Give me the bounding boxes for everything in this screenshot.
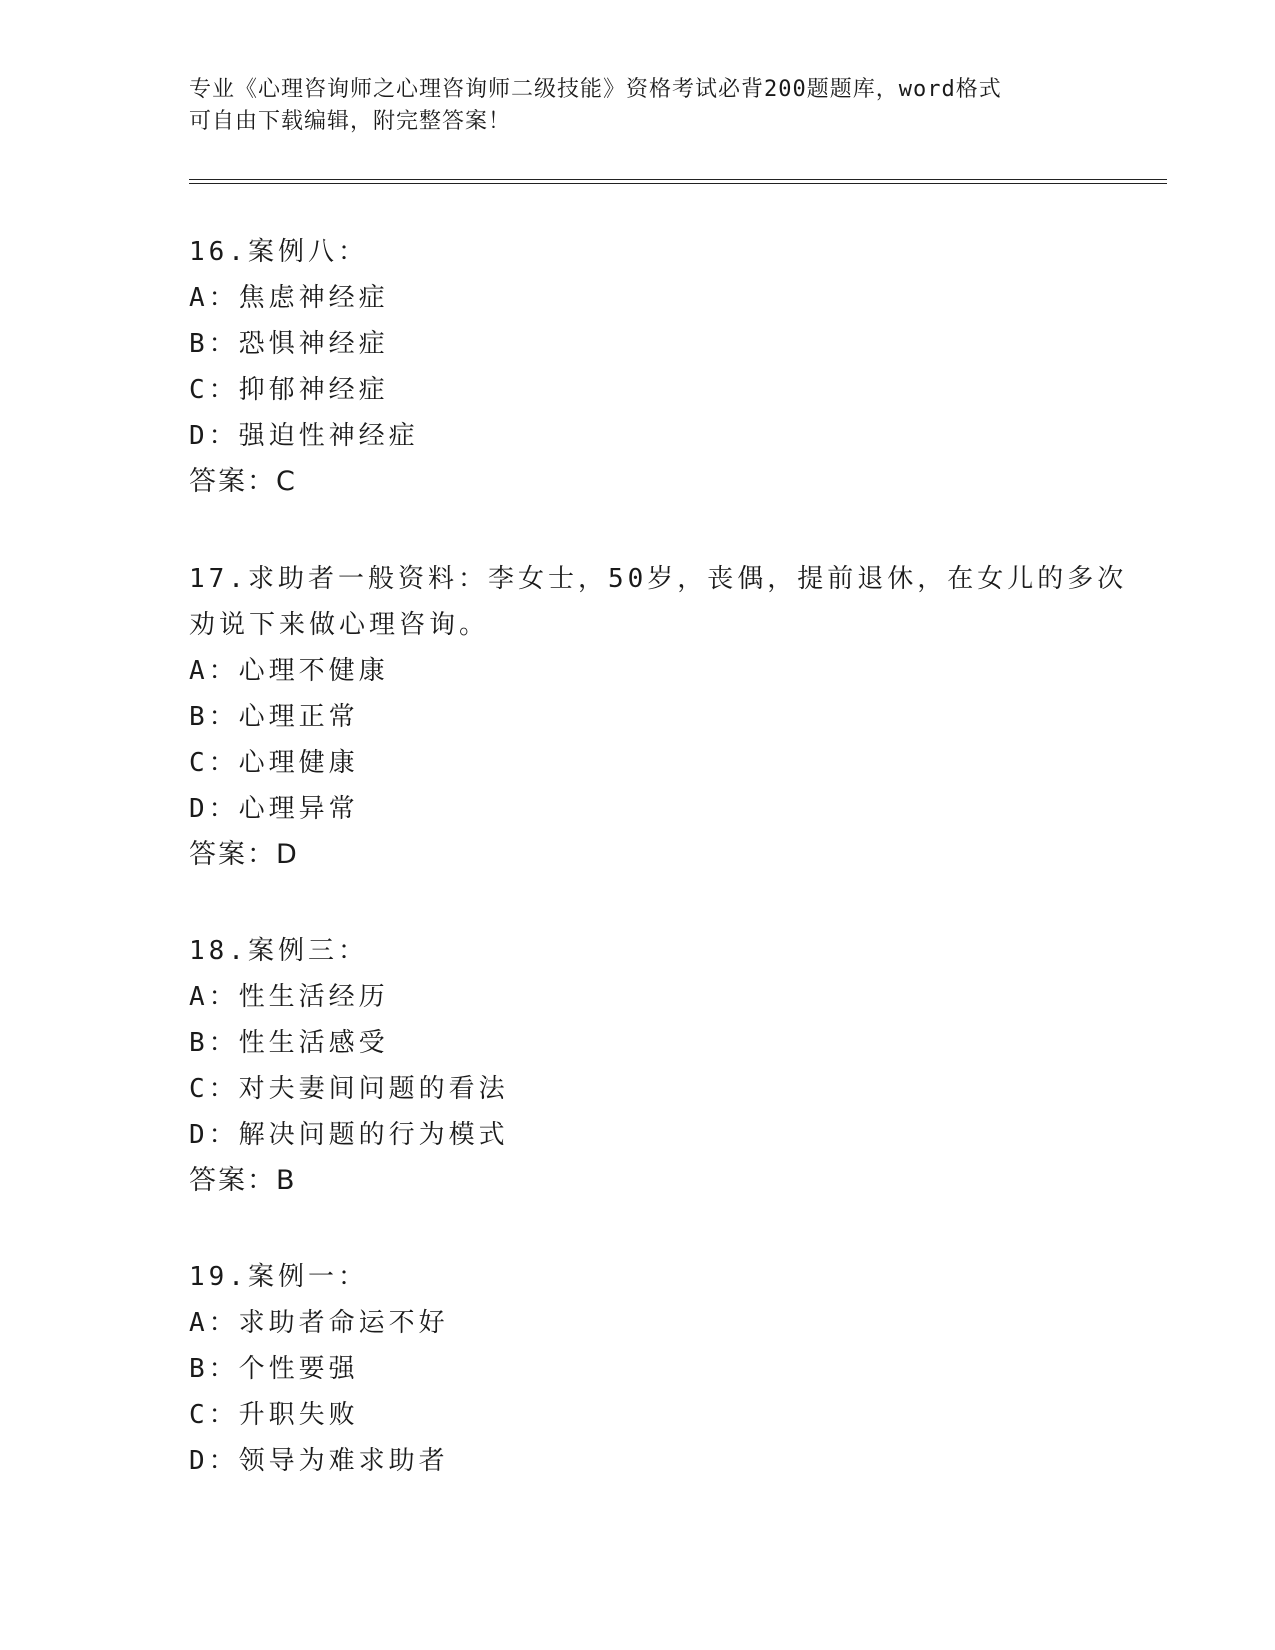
question-stem: 19.案例一： [189, 1262, 368, 1292]
option-c: C：对夫妻间问题的看法 [189, 1074, 509, 1104]
header-line-2: 可自由下载编辑，附完整答案！ [189, 109, 512, 134]
question-17 [189, 556, 1128, 878]
option-d: D：强迫性神经症 [189, 421, 419, 451]
question-19 [189, 1254, 1089, 1484]
option-b: B：心理正常 [189, 702, 359, 732]
question-stem: 16.案例八： [189, 237, 368, 267]
option-a: A：求助者命运不好 [189, 1308, 449, 1338]
answer-line [189, 459, 1089, 505]
header-line-1: 专业《心理咨询师之心理咨询师二级技能》资格考试必背200题题库，word格式 [189, 77, 1002, 102]
option-d: D：解决问题的行为模式 [189, 1120, 509, 1150]
document-header [189, 74, 1089, 138]
option-c: C：心理健康 [189, 748, 359, 778]
question-18 [189, 928, 1089, 1204]
header-divider-bottom [189, 183, 1167, 184]
option-b: B：恐惧神经症 [189, 329, 389, 359]
option-a: A：焦虑神经症 [189, 283, 389, 313]
question-stem-line-2: 劝说下来做心理咨询。 [189, 610, 490, 640]
option-a: A：性生活经历 [189, 982, 389, 1012]
question-stem: 18.案例三： [189, 936, 368, 966]
answer-label: 答案： [189, 1165, 276, 1196]
answer-line [189, 832, 1089, 878]
header-divider-top [189, 179, 1167, 180]
answer-label: 答案： [189, 839, 276, 870]
answer-value: C [276, 466, 296, 497]
option-c: C：升职失败 [189, 1400, 359, 1430]
question-16 [189, 229, 1089, 505]
answer-value: D [276, 839, 298, 870]
answer-label: 答案： [189, 466, 276, 497]
option-b: B：性生活感受 [189, 1028, 389, 1058]
option-c: C：抑郁神经症 [189, 375, 389, 405]
answer-line [189, 1158, 1089, 1204]
question-stem-line-1: 17.求助者一般资料：李女士，50岁，丧偶，提前退休，在女儿的多次 [189, 564, 1128, 594]
option-d: D：心理异常 [189, 794, 359, 824]
option-b: B：个性要强 [189, 1354, 359, 1384]
answer-value: B [276, 1165, 296, 1196]
option-d: D：领导为难求助者 [189, 1446, 449, 1476]
option-a: A：心理不健康 [189, 656, 389, 686]
